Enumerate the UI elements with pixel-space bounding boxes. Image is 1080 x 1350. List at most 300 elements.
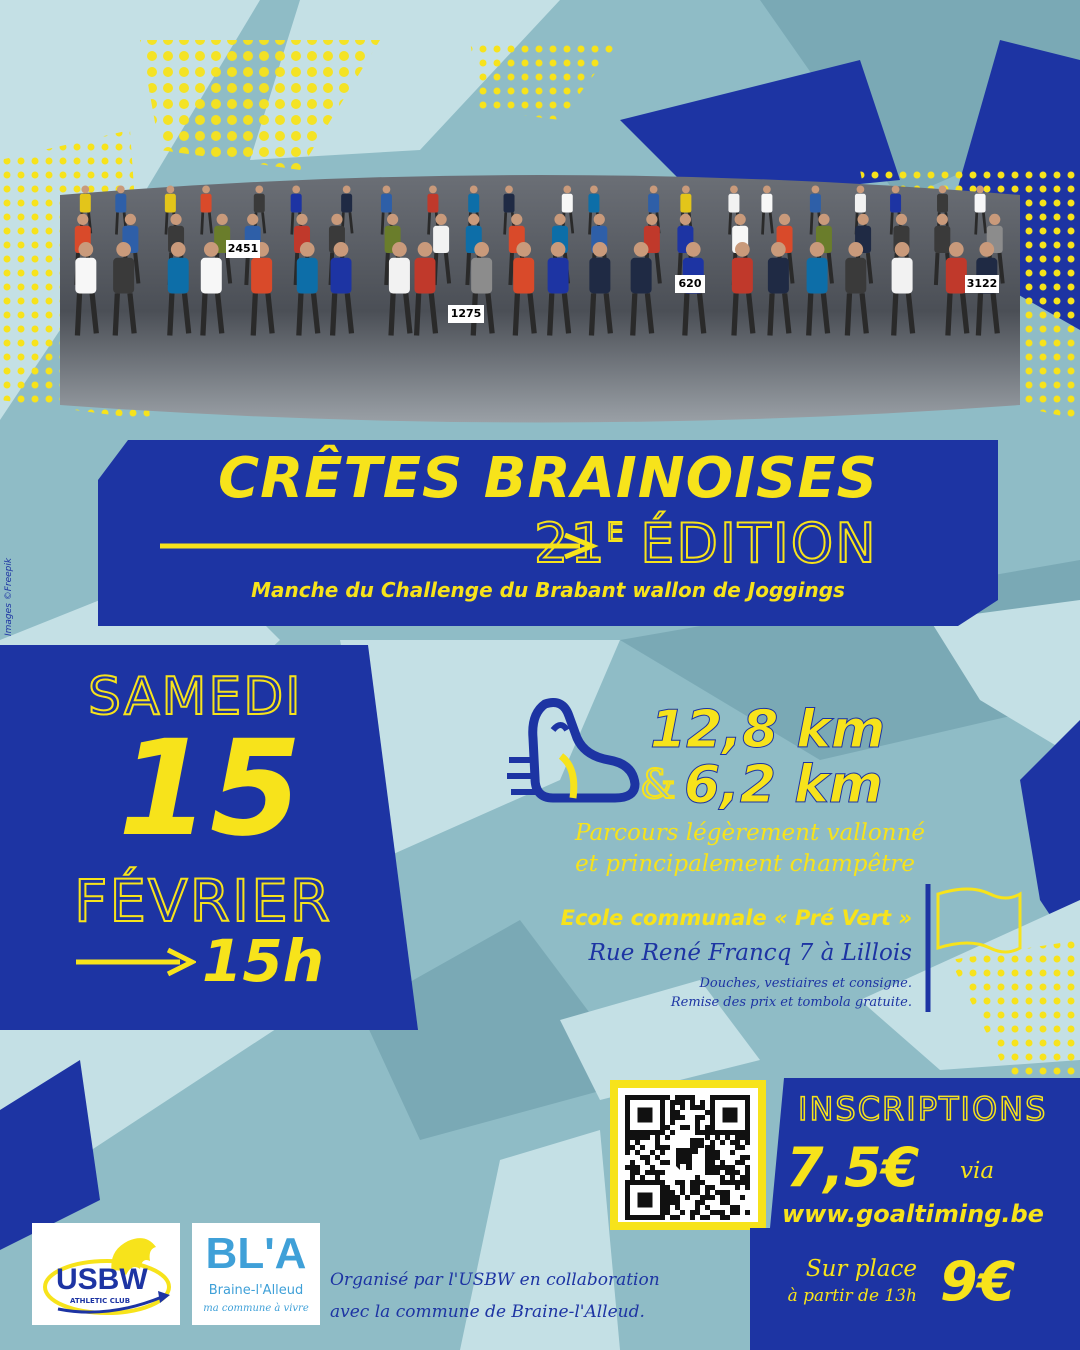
- registration-heading: INSCRIPTIONS: [798, 1090, 1048, 1128]
- runner-head: [217, 214, 228, 225]
- qr-module: [730, 1180, 735, 1185]
- qr-module: [625, 1140, 630, 1145]
- qr-module: [655, 1155, 660, 1160]
- runner-body: [165, 194, 176, 213]
- runner-head: [167, 186, 175, 194]
- qr-module: [740, 1160, 745, 1165]
- qr-module: [670, 1195, 675, 1200]
- runner-head: [563, 186, 571, 194]
- runner-head: [78, 242, 93, 257]
- qr-module: [675, 1115, 680, 1120]
- qr-module: [695, 1190, 700, 1195]
- qr-module: [665, 1190, 670, 1195]
- qr-module: [705, 1110, 710, 1115]
- braine-lalleud-logo: [192, 1223, 320, 1325]
- qr-module: [725, 1180, 730, 1185]
- qr-module: [680, 1180, 685, 1185]
- qr-module: [725, 1135, 730, 1140]
- qr-module: [725, 1170, 730, 1175]
- qr-module: [715, 1170, 720, 1175]
- qr-module: [715, 1165, 720, 1170]
- qr-module: [640, 1135, 645, 1140]
- runner-head: [418, 242, 433, 257]
- qr-module: [665, 1205, 670, 1210]
- runner-head: [686, 242, 701, 257]
- runner-body: [427, 194, 438, 213]
- qr-module: [645, 1135, 650, 1140]
- qr-module: [665, 1095, 670, 1100]
- qr-module: [740, 1180, 745, 1185]
- qr-module: [635, 1150, 640, 1155]
- qr-module: [645, 1170, 650, 1175]
- onsite-label-2: à partir de 13h: [787, 1286, 917, 1306]
- qr-module: [720, 1180, 725, 1185]
- runner-head: [634, 242, 649, 257]
- qr-module: [690, 1215, 695, 1220]
- qr-module: [725, 1195, 730, 1200]
- runner-head: [511, 214, 522, 225]
- qr-module: [630, 1165, 635, 1170]
- registration-qr-code[interactable]: [610, 1080, 766, 1230]
- runner-head: [857, 214, 868, 225]
- qr-module: [725, 1190, 730, 1195]
- qr-module: [710, 1165, 715, 1170]
- qr-module: [705, 1185, 710, 1190]
- runner-body: [892, 258, 913, 294]
- qr-module: [720, 1175, 725, 1180]
- qr-module: [720, 1215, 725, 1220]
- runner-head: [474, 242, 489, 257]
- runner-body: [732, 258, 753, 294]
- qr-module: [695, 1205, 700, 1210]
- qr-module: [625, 1145, 630, 1150]
- runner-head: [937, 214, 948, 225]
- qr-code-icon: [618, 1088, 758, 1222]
- qr-module: [690, 1095, 695, 1100]
- qr-module: [630, 1160, 635, 1165]
- qr-module: [705, 1155, 710, 1160]
- qr-module: [710, 1145, 715, 1150]
- qr-module: [675, 1095, 680, 1100]
- qr-module: [695, 1130, 700, 1135]
- qr-module: [635, 1140, 640, 1145]
- organizer-line-1: Organisé par l'USBW en collaboration: [330, 1270, 660, 1290]
- qr-module: [655, 1170, 660, 1175]
- qr-module: [725, 1165, 730, 1170]
- qr-module: [740, 1135, 745, 1140]
- runner-head: [116, 242, 131, 257]
- qr-module: [675, 1200, 680, 1205]
- qr-module: [650, 1170, 655, 1175]
- qr-module: [740, 1175, 745, 1180]
- qr-module: [720, 1140, 725, 1145]
- day-number: 15: [118, 712, 302, 866]
- usbw-logo: [32, 1223, 180, 1325]
- runner-body: [201, 194, 212, 213]
- qr-module: [650, 1165, 655, 1170]
- runner-head: [646, 214, 657, 225]
- runner-bib: 1275: [448, 305, 484, 323]
- runner-body: [845, 258, 866, 294]
- venue-address: Rue René Francq 7 à Lillois: [588, 940, 912, 966]
- runner-head: [590, 186, 598, 194]
- runner-head: [949, 242, 964, 257]
- qr-module: [655, 1175, 660, 1180]
- qr-module: [660, 1150, 665, 1155]
- qr-module: [730, 1140, 735, 1145]
- via-label: via: [960, 1158, 995, 1184]
- runner-body: [855, 194, 866, 213]
- qr-module: [670, 1215, 675, 1220]
- qr-module: [655, 1145, 660, 1150]
- runners-photo: [60, 165, 1020, 435]
- qr-module: [665, 1135, 670, 1140]
- qr-module: [655, 1140, 660, 1145]
- qr-module: [705, 1150, 710, 1155]
- runner-head: [939, 186, 947, 194]
- qr-module: [715, 1150, 720, 1155]
- qr-module: [675, 1195, 680, 1200]
- qr-module: [700, 1200, 705, 1205]
- usbw-name: USBW: [56, 1263, 148, 1296]
- qr-module: [705, 1190, 710, 1195]
- qr-finder-core: [638, 1193, 653, 1208]
- qr-module: [720, 1165, 725, 1170]
- runner-head: [125, 214, 136, 225]
- runner-head: [554, 214, 565, 225]
- runner-body: [890, 194, 901, 213]
- runner-head: [383, 186, 391, 194]
- start-time: 15h: [202, 927, 325, 995]
- qr-module: [665, 1210, 670, 1215]
- qr-module: [640, 1175, 645, 1180]
- bla-town: Braine-l'Alleud: [208, 1283, 304, 1298]
- registration-panel: [750, 1078, 1080, 1350]
- website-link[interactable]: www.goaltiming.be: [782, 1200, 1044, 1228]
- qr-module: [705, 1205, 710, 1210]
- qr-module: [695, 1185, 700, 1190]
- runner-head: [779, 214, 790, 225]
- qr-module: [670, 1115, 675, 1120]
- runner-head: [763, 186, 771, 194]
- qr-module: [630, 1170, 635, 1175]
- qr-module: [700, 1215, 705, 1220]
- qr-module: [690, 1190, 695, 1195]
- qr-module: [735, 1145, 740, 1150]
- runner-body: [115, 194, 126, 213]
- edition-line: [534, 512, 878, 576]
- qr-module: [625, 1165, 630, 1170]
- qr-module: [640, 1145, 645, 1150]
- qr-module: [665, 1145, 670, 1150]
- runner-head: [735, 242, 750, 257]
- runner-body: [341, 194, 352, 213]
- qr-module: [660, 1170, 665, 1175]
- venue-name: Ecole communale « Pré Vert »: [560, 906, 912, 930]
- qr-module: [675, 1180, 680, 1185]
- distance-short: 6,2 km: [684, 755, 883, 815]
- runner-body: [297, 258, 318, 294]
- qr-module: [630, 1145, 635, 1150]
- qr-module: [720, 1160, 725, 1165]
- runner-body: [548, 258, 569, 294]
- qr-module: [675, 1100, 680, 1105]
- runner-body: [468, 194, 479, 213]
- event-subtitle: Manche du Challenge du Brabant wallon de Joggings: [251, 578, 845, 602]
- qr-module: [695, 1120, 700, 1125]
- runner-body: [648, 194, 659, 213]
- qr-module: [710, 1140, 715, 1145]
- qr-module: [705, 1160, 710, 1165]
- qr-module: [715, 1135, 720, 1140]
- qr-module: [740, 1195, 745, 1200]
- runner-body: [513, 258, 534, 294]
- qr-module: [735, 1140, 740, 1145]
- qr-module: [705, 1145, 710, 1150]
- runner-head: [470, 186, 478, 194]
- qr-module: [660, 1145, 665, 1150]
- qr-module: [715, 1155, 720, 1160]
- runner-head: [976, 186, 984, 194]
- qr-module: [730, 1210, 735, 1215]
- runner-head: [989, 214, 1000, 225]
- qr-module: [665, 1160, 670, 1165]
- runner-head: [516, 242, 531, 257]
- qr-module: [675, 1110, 680, 1115]
- runner-head: [117, 186, 125, 194]
- runner-bib: 3122: [965, 275, 999, 293]
- runner-head: [292, 186, 300, 194]
- runner-body: [414, 258, 435, 294]
- runner-head: [857, 186, 865, 194]
- runner-head: [551, 242, 566, 257]
- venue-services: Douches, vestiaires et consigne.: [699, 976, 912, 991]
- runner-body: [381, 194, 392, 213]
- runner-body: [631, 258, 652, 294]
- runner-body: [680, 194, 691, 213]
- runner-head: [300, 242, 315, 257]
- qr-module: [695, 1125, 700, 1130]
- qr-module: [630, 1175, 635, 1180]
- qr-module: [690, 1105, 695, 1110]
- organizer-line-2: avec la commune de Braine-l'Alleud.: [330, 1302, 645, 1322]
- qr-module: [680, 1185, 685, 1190]
- qr-module: [670, 1190, 675, 1195]
- qr-module: [700, 1105, 705, 1110]
- runner-body: [291, 194, 302, 213]
- qr-module: [740, 1155, 745, 1160]
- qr-module: [705, 1165, 710, 1170]
- runner-body: [201, 258, 222, 294]
- runner-body: [168, 258, 189, 294]
- qr-module: [700, 1100, 705, 1105]
- qr-module: [635, 1135, 640, 1140]
- qr-module: [735, 1180, 740, 1185]
- running-shoe-icon: [505, 698, 645, 810]
- qr-module: [735, 1210, 740, 1215]
- runner-body: [251, 258, 272, 294]
- qr-module: [670, 1200, 675, 1205]
- runner-head: [468, 214, 479, 225]
- qr-module: [680, 1125, 685, 1130]
- qr-module: [665, 1125, 670, 1130]
- qr-module: [705, 1130, 710, 1135]
- runner-body: [113, 258, 134, 294]
- qr-module: [695, 1105, 700, 1110]
- runner-body: [433, 226, 449, 253]
- qr-module: [705, 1195, 710, 1200]
- runner-body: [75, 258, 96, 294]
- runner-body: [389, 258, 410, 294]
- qr-module: [680, 1210, 685, 1215]
- runner-head: [429, 186, 437, 194]
- qr-module: [675, 1205, 680, 1210]
- edition-number: 21: [534, 512, 607, 575]
- runner-body: [504, 194, 515, 213]
- qr-module: [720, 1190, 725, 1195]
- runner-head: [334, 242, 349, 257]
- runner-body: [768, 258, 789, 294]
- qr-module: [715, 1210, 720, 1215]
- runner-head: [979, 242, 994, 257]
- qr-module: [685, 1195, 690, 1200]
- qr-module: [710, 1185, 715, 1190]
- runner-body: [937, 194, 948, 213]
- qr-module: [665, 1195, 670, 1200]
- runner-head: [895, 242, 910, 257]
- date-panel: [0, 645, 420, 1030]
- runner-bib: 2451: [226, 240, 260, 258]
- qr-module: [700, 1195, 705, 1200]
- runner-body: [80, 194, 91, 213]
- runner-body: [946, 258, 967, 294]
- qr-module: [665, 1185, 670, 1190]
- qr-module: [730, 1175, 735, 1180]
- qr-module: [690, 1100, 695, 1105]
- qr-module: [705, 1215, 710, 1220]
- event-title: CRÊTES BRAINOISES: [218, 446, 878, 511]
- distance-ampersand: &: [640, 762, 676, 808]
- qr-module: [705, 1135, 710, 1140]
- qr-module: [710, 1150, 715, 1155]
- qr-module: [685, 1095, 690, 1100]
- qr-module: [730, 1170, 735, 1175]
- runner-head: [247, 214, 258, 225]
- qr-module: [670, 1110, 675, 1115]
- runner-body: [471, 258, 492, 294]
- runner-head: [810, 242, 825, 257]
- qr-module: [695, 1200, 700, 1205]
- qr-module: [735, 1170, 740, 1175]
- day-name: SAMEDI: [88, 667, 303, 727]
- qr-module: [730, 1150, 735, 1155]
- runner-body: [254, 194, 265, 213]
- qr-module: [705, 1170, 710, 1175]
- qr-module: [670, 1100, 675, 1105]
- runner-head: [892, 186, 900, 194]
- qr-module: [685, 1125, 690, 1130]
- flag-icon: [920, 880, 1030, 1015]
- edition-superscript: E: [606, 518, 626, 548]
- runner-head: [387, 214, 398, 225]
- qr-module: [675, 1215, 680, 1220]
- qr-module: [625, 1135, 630, 1140]
- runner-head: [594, 214, 605, 225]
- runner-head: [812, 186, 820, 194]
- qr-module: [725, 1215, 730, 1220]
- qr-module: [710, 1160, 715, 1165]
- venue-extras: Remise des prix et tombola gratuite.: [670, 995, 912, 1010]
- qr-module: [710, 1170, 715, 1175]
- qr-module: [725, 1200, 730, 1205]
- runner-head: [650, 186, 658, 194]
- qr-module: [660, 1160, 665, 1165]
- qr-module: [700, 1130, 705, 1135]
- onsite-label-1: Sur place: [805, 1256, 917, 1282]
- qr-module: [695, 1210, 700, 1215]
- qr-module: [670, 1120, 675, 1125]
- runner-head: [680, 214, 691, 225]
- runner-head: [77, 214, 88, 225]
- qr-module: [670, 1130, 675, 1135]
- edition-word: ÉDITION: [640, 512, 878, 575]
- bla-name: BL'A: [205, 1229, 307, 1278]
- qr-module: [635, 1170, 640, 1175]
- qr-module: [735, 1185, 740, 1190]
- qr-finder-core: [723, 1108, 738, 1123]
- image-credit: Images ©Freepik: [4, 557, 14, 636]
- runner-head: [505, 186, 513, 194]
- qr-module: [720, 1210, 725, 1215]
- qr-module: [695, 1180, 700, 1185]
- qr-module: [640, 1155, 645, 1160]
- qr-module: [700, 1180, 705, 1185]
- qr-module: [700, 1115, 705, 1120]
- runner-body: [589, 258, 610, 294]
- qr-module: [735, 1135, 740, 1140]
- qr-module: [670, 1105, 675, 1110]
- title-banner: [98, 440, 998, 626]
- qr-module: [680, 1095, 685, 1100]
- qr-module: [680, 1100, 685, 1105]
- runner-head: [171, 242, 186, 257]
- qr-module: [695, 1175, 700, 1180]
- month-name: FÉVRIER: [74, 867, 333, 935]
- qr-module: [690, 1185, 695, 1190]
- qr-module: [710, 1210, 715, 1215]
- qr-module: [710, 1195, 715, 1200]
- qr-module: [735, 1160, 740, 1165]
- arrow-right-icon: [76, 947, 196, 977]
- online-price: 7,5€: [786, 1136, 920, 1199]
- runner-head: [296, 214, 307, 225]
- qr-module: [730, 1165, 735, 1170]
- runner-head: [204, 242, 219, 257]
- runner-body: [728, 194, 739, 213]
- runner-body: [562, 194, 573, 213]
- qr-module: [680, 1105, 685, 1110]
- runner-body: [975, 194, 986, 213]
- terrain-line-2: et principalement champêtre: [575, 851, 915, 877]
- qr-module: [650, 1150, 655, 1155]
- bla-tagline: ma commune à vivre: [203, 1303, 309, 1314]
- qr-module: [715, 1190, 720, 1195]
- qr-module: [635, 1165, 640, 1170]
- qr-module: [680, 1115, 685, 1120]
- runner-head: [896, 214, 907, 225]
- usbw-subtitle: ATHLETIC CLUB: [70, 1297, 131, 1305]
- qr-module: [720, 1195, 725, 1200]
